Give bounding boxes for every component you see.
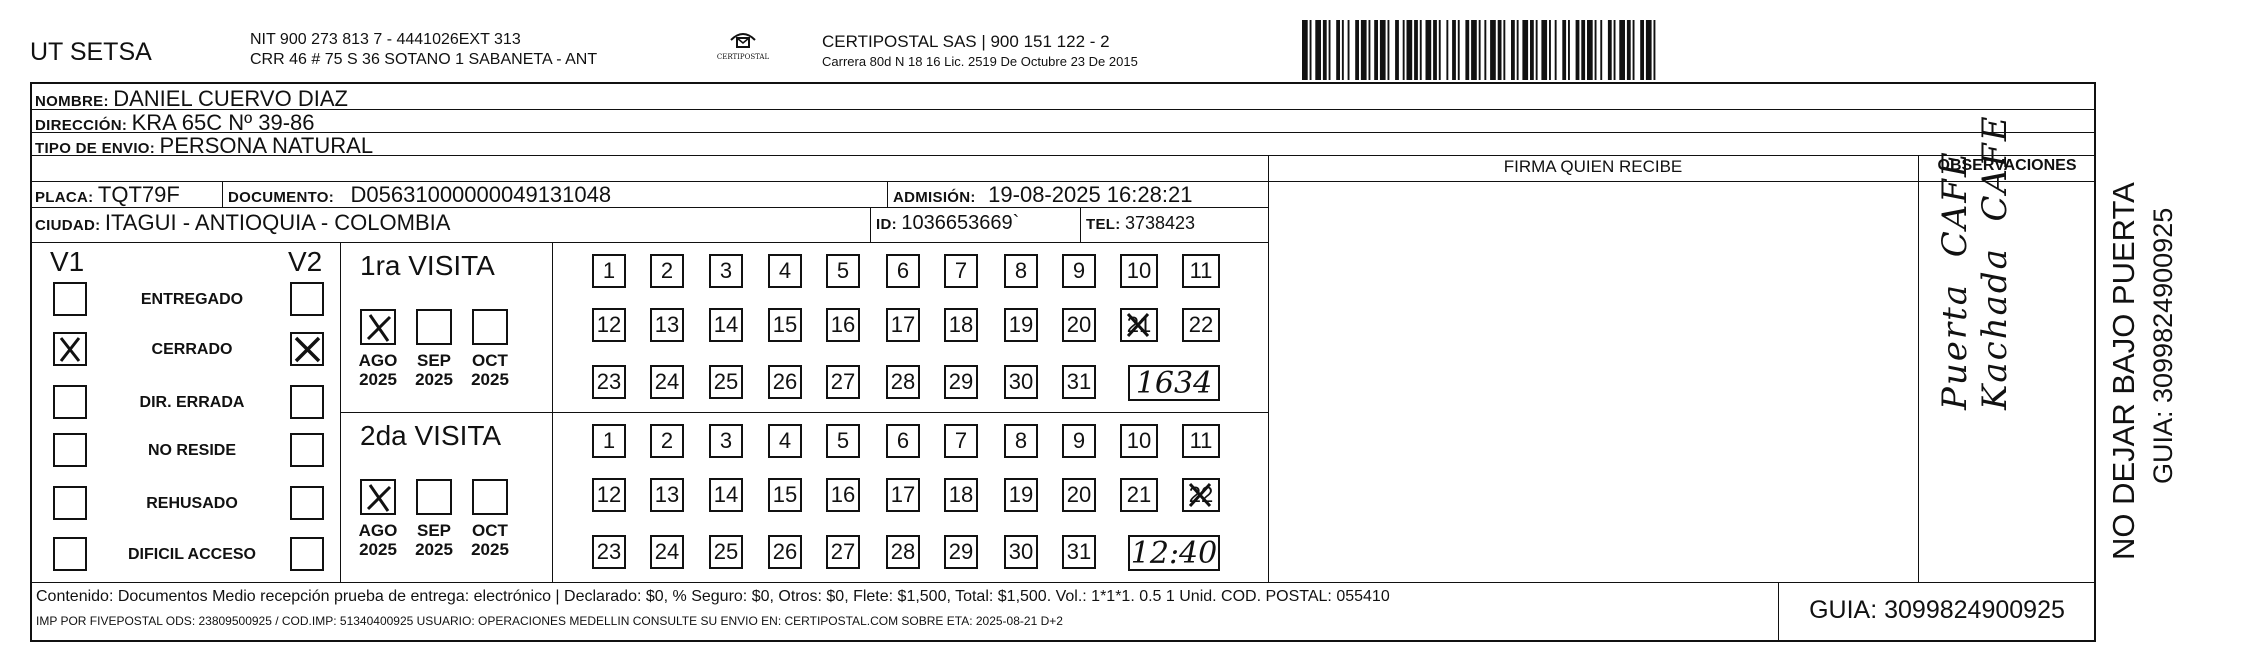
day-box[interactable] [826,308,860,342]
day-number: 3 [719,258,733,283]
day-number: 4 [778,428,792,453]
month-name: SEP [416,351,452,370]
month-checkbox[interactable] [360,479,396,515]
check-x-icon [292,334,322,364]
day-number: 21 [1126,312,1152,337]
day-number: 24 [654,369,680,394]
day-box[interactable] [944,424,978,458]
tipo-envio-label: TIPO DE ENVIO: [35,140,156,157]
day-box[interactable] [826,365,860,399]
visit-title: 1ra VISITA [360,250,495,281]
day-box[interactable] [592,535,626,569]
day-box[interactable] [592,254,626,288]
day-box[interactable] [826,535,860,569]
day-box[interactable] [650,254,684,288]
time-handwritten: 1634 [1135,366,1213,401]
mail-logo-icon [726,28,760,50]
v2-checkbox[interactable] [290,537,324,571]
side-guia: GUIA: 3099824900925 [2148,207,2178,484]
status-label: CERRADO [151,341,233,358]
id-value: 1036653669` [901,212,1020,234]
observaciones-line-2: Kachada CAFE [1975,114,2015,410]
day-number: 22 [1188,482,1214,507]
day-number: 11 [1189,428,1213,453]
day-box[interactable] [944,535,978,569]
check-x-icon [362,481,394,513]
certipostal-license: Carrera 80d N 18 16 Lic. 2519 De Octubre 23 De 2015 [822,54,1138,69]
observaciones-header: OBSERVACIONES [1937,157,2077,174]
month-checkbox[interactable] [472,309,508,345]
day-box[interactable] [944,308,978,342]
day-box[interactable] [1004,308,1038,342]
day-number: 1 [602,428,616,453]
day-box[interactable] [826,478,860,512]
tel-field [1086,213,1195,234]
day-box[interactable] [944,478,978,512]
day-box[interactable] [768,535,802,569]
firma-header: FIRMA QUIEN RECIBE [1503,157,1683,176]
day-number: 25 [713,539,739,564]
day-box[interactable] [768,478,802,512]
observaciones-note [1935,70,2055,410]
status-label: DIFICIL ACCESO [127,546,256,563]
month-name: AGO [358,351,398,370]
day-box[interactable] [709,478,743,512]
visit-title: 2da VISITA [360,420,502,451]
placa-field [35,182,180,208]
v2-checkbox[interactable] [290,385,324,419]
company-name: UT SETSA [30,38,152,66]
observaciones-line-1: Puerta CAFE [1935,150,1975,410]
month-checkbox[interactable] [416,479,452,515]
day-number: 30 [1008,369,1034,394]
documento-label: DOCUMENTO: [228,189,335,206]
nombre-row [35,86,348,112]
status-label: DIR. ERRADA [139,394,245,411]
day-box[interactable] [886,365,920,399]
v2-header: V2 [288,246,323,277]
documento-field [228,182,611,208]
month-year: 2025 [415,540,453,559]
day-box[interactable] [886,535,920,569]
day-box[interactable] [1004,365,1038,399]
month-label [351,521,405,559]
day-number: 12 [596,312,622,337]
day-box[interactable] [1004,478,1038,512]
day-box[interactable] [1120,308,1158,342]
day-number: 20 [1066,312,1092,337]
month-checkbox[interactable] [416,309,452,345]
day-box[interactable] [709,308,743,342]
day-box[interactable] [650,535,684,569]
day-box[interactable] [1062,535,1096,569]
v1-header: V1 [50,246,85,277]
tipo-envio-row [35,133,373,159]
company-address: CRR 46 # 75 S 36 SOTANO 1 SABANETA - ANT [250,51,598,68]
status-label: ENTREGADO [140,291,244,308]
day-number: 18 [948,312,974,337]
day-number: 29 [948,369,974,394]
direccion-value: KRA 65C Nº 39-86 [131,110,315,135]
day-box[interactable] [1062,424,1096,458]
day-number: 27 [830,539,856,564]
day-number: 22 [1188,312,1214,337]
month-label [463,521,517,559]
day-number: 31 [1066,369,1092,394]
day-box[interactable] [1182,478,1220,512]
day-box[interactable] [768,308,802,342]
day-number: 16 [830,482,856,507]
day-number: 17 [890,312,916,337]
day-number: 10 [1126,258,1152,283]
day-number: 26 [772,539,798,564]
ciudad-label: CIUDAD: [35,217,101,234]
day-box[interactable] [709,254,743,288]
day-box[interactable] [1120,254,1158,288]
day-box[interactable] [1062,365,1096,399]
day-number: 30 [1008,539,1034,564]
day-number: 15 [772,312,798,337]
day-number: 31 [1066,539,1092,564]
day-number: 8 [1014,428,1028,453]
month-year: 2025 [471,540,509,559]
v2-checkbox[interactable] [290,486,324,520]
admision-field [893,182,1192,208]
month-name: SEP [416,521,452,540]
day-number: 4 [778,258,792,283]
day-box[interactable] [709,424,743,458]
day-number: 7 [954,258,968,283]
month-label [351,351,405,389]
month-year: 2025 [359,540,397,559]
day-box[interactable] [592,424,626,458]
day-box[interactable] [944,254,978,288]
tel-label: TEL: [1086,216,1121,233]
day-number: 8 [1014,258,1028,283]
month-year: 2025 [359,370,397,389]
day-number: 27 [830,369,856,394]
check-x-icon [1122,310,1156,340]
day-box[interactable] [768,365,802,399]
status-label: NO RESIDE [147,442,236,459]
day-box[interactable] [709,365,743,399]
documento-value: D05631000000049131048 [350,182,612,207]
day-number: 23 [596,369,622,394]
day-number: 6 [896,258,910,283]
day-number: 5 [836,258,850,283]
certipostal-logo [708,28,778,70]
day-number: 16 [830,312,856,337]
check-x-icon [1184,480,1218,510]
certipostal-info: CERTIPOSTAL SAS | 900 151 122 - 2 [822,32,1110,51]
day-box[interactable] [886,424,920,458]
direccion-label: DIRECCIÓN: [35,117,128,134]
day-number: 2 [660,428,674,453]
day-box[interactable] [826,254,860,288]
day-box[interactable] [1182,308,1220,342]
day-number: 18 [948,482,974,507]
day-number: 24 [654,539,680,564]
day-box[interactable] [650,308,684,342]
time-handwritten: 12:40 [1130,536,1218,571]
day-number: 19 [1008,482,1034,507]
day-number: 28 [890,369,916,394]
day-box[interactable] [826,424,860,458]
placa-value: TQT79F [97,182,180,207]
no-dejar-bajo-puerta: NO DEJAR BAJO PUERTA [2106,182,2141,560]
tipo-envio-value: PERSONA NATURAL [159,133,374,158]
month-year: 2025 [415,370,453,389]
admision-value: 19-08-2025 16:28:21 [988,182,1193,207]
day-box[interactable] [592,308,626,342]
day-box[interactable] [768,424,802,458]
day-number: 28 [890,539,916,564]
day-box[interactable] [650,365,684,399]
day-box[interactable] [709,535,743,569]
day-box[interactable] [1062,478,1096,512]
day-number: 26 [772,369,798,394]
day-box[interactable] [1062,308,1096,342]
day-number: 13 [654,312,680,337]
ciudad-value: ITAGUI - ANTIOQUIA - COLOMBIA [104,210,451,235]
nombre-value: DANIEL CUERVO DIAZ [113,86,348,111]
v2-checkbox[interactable] [290,282,324,316]
barcode [1302,20,1902,80]
day-box[interactable] [1182,424,1220,458]
tel-value: 3738423 [1124,213,1196,233]
month-label [463,351,517,389]
day-box[interactable] [768,254,802,288]
day-number: 10 [1126,428,1152,453]
placa-label: PLACA: [35,189,94,206]
day-number: 14 [713,312,739,337]
company-nit: NIT 900 273 813 7 - 4441026EXT 313 [250,31,521,48]
day-number: 29 [948,539,974,564]
day-box[interactable] [886,478,920,512]
nombre-label: NOMBRE: [35,93,109,110]
day-number: 9 [1072,258,1086,283]
logo-text: CERTIPOSTAL [716,53,770,61]
month-name: AGO [358,521,398,540]
day-box[interactable] [886,308,920,342]
ciudad-field [35,210,450,236]
day-number: 9 [1072,428,1086,453]
day-number: 17 [890,482,916,507]
admision-label: ADMISIÓN: [893,189,976,206]
id-field [876,212,1019,235]
month-label [407,521,461,559]
month-checkbox[interactable] [360,309,396,345]
day-box[interactable] [886,254,920,288]
day-number: 13 [654,482,680,507]
imp-text: IMP POR FIVEPOSTAL ODS: 23809500925 / COD.IMP: 51340400925 USUARIO: OPERACIONES MEDELLIN CONSULTE SU ENVIO EN: CERTIPOSTAL.COM SOBRE ETA: 2025-08-21 D+2 [36,614,1063,628]
month-name: OCT [472,351,508,370]
day-box[interactable] [592,478,626,512]
day-box[interactable] [1004,535,1038,569]
footer-guia: GUIA: 3099824900925 [1809,596,2065,624]
day-number: 12 [596,482,622,507]
day-number: 19 [1008,312,1034,337]
day-number: 25 [713,369,739,394]
day-box[interactable] [650,424,684,458]
day-number: 6 [896,428,910,453]
day-number: 3 [719,428,733,453]
status-label: REHUSADO [146,495,238,512]
time-box[interactable] [1128,535,1220,571]
v2-checkbox[interactable] [290,433,324,467]
month-label [407,351,461,389]
month-name: OCT [472,521,508,540]
day-box[interactable] [1120,478,1158,512]
check-x-icon [362,311,394,343]
day-box[interactable] [1120,424,1158,458]
day-number: 23 [596,539,622,564]
day-number: 1 [602,258,616,283]
day-number: 2 [660,258,674,283]
check-x-icon [55,334,85,364]
v2-checkbox[interactable] [290,332,324,366]
day-number: 21 [1126,482,1152,507]
day-number: 7 [954,428,968,453]
time-box[interactable] [1128,365,1220,401]
day-box[interactable] [944,365,978,399]
day-number: 11 [1189,258,1213,283]
day-box[interactable] [650,478,684,512]
month-checkbox[interactable] [472,479,508,515]
id-label: ID: [876,216,897,233]
day-box[interactable] [1062,254,1096,288]
day-box[interactable] [592,365,626,399]
day-number: 5 [836,428,850,453]
day-number: 14 [713,482,739,507]
contenido-text: Contenido: Documentos Medio recepción prueba de entrega: electrónico | Declarado: $0, % Seguro: $0, Otros: $0, Flete: $1,500, Total: $1,500. Vol.: 1*1*1. 0.5 1 Unid. COD. POSTAL: 055410 [36,588,1390,605]
day-box[interactable] [1182,254,1220,288]
day-box[interactable] [1004,424,1038,458]
month-year: 2025 [471,370,509,389]
day-box[interactable] [1004,254,1038,288]
day-number: 20 [1066,482,1092,507]
day-number: 15 [772,482,798,507]
